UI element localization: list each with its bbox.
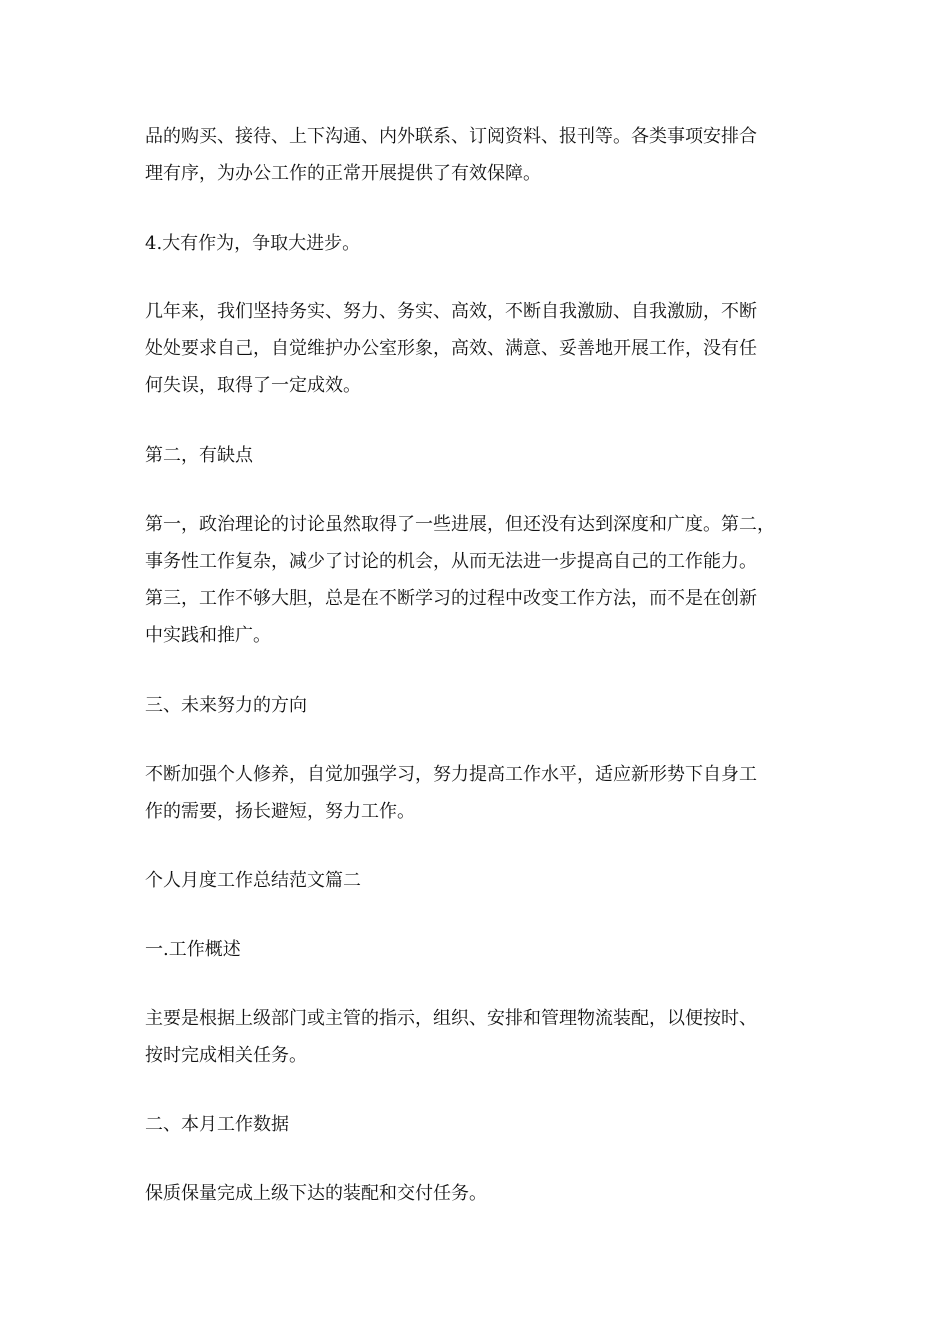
text-line: 个人月度工作总结范文篇二 (145, 870, 361, 891)
text-line: 事务性工作复杂，减少了讨论的机会，从而无法进一步提高自己的工作能力。 (145, 551, 757, 572)
heading-future-direction (145, 687, 825, 724)
text-line: 第三，工作不够大胆，总是在不断学习的过程中改变工作方法，而不是在创新 (145, 588, 757, 609)
text-line: 何失误，取得了一定成效。 (145, 375, 361, 396)
heading-shortcomings (145, 437, 825, 474)
text-line: 第二，有缺点 (145, 445, 253, 466)
paragraph-office-support (145, 118, 825, 192)
paragraph-monthly-data (145, 1175, 825, 1212)
heading-section-4 (145, 225, 825, 262)
paragraph-future-direction (145, 756, 825, 830)
text-line: 作的需要，扬长避短，努力工作。 (145, 801, 415, 822)
text-line: 按时完成相关任务。 (145, 1045, 307, 1066)
text-line: 二、本月工作数据 (145, 1114, 289, 1135)
paragraph-achievements (145, 293, 825, 404)
text-line: 主要是根据上级部门或主管的指示，组织、安排和管理物流装配，以便按时、 (145, 1008, 757, 1029)
text-line: 保质保量完成上级下达的装配和交付任务。 (145, 1183, 487, 1204)
paragraph-shortcomings (145, 506, 825, 654)
heading-monthly-data (145, 1106, 825, 1143)
text-line: 处处要求自己，自觉维护办公室形象，高效、满意、妥善地开展工作，没有任 (145, 338, 757, 359)
paragraph-work-overview (145, 1000, 825, 1074)
text-line: 第一，政治理论的讨论虽然取得了一些进展，但还没有达到深度和广度。第二， (145, 514, 775, 535)
heading-work-overview (145, 931, 825, 968)
text-line: 4.大有作为，争取大进步。 (145, 233, 361, 254)
heading-sample-two (145, 862, 825, 899)
text-line: 几年来，我们坚持务实、努力、务实、高效，不断自我激励、自我激励，不断 (145, 301, 757, 322)
text-line: 中实践和推广。 (145, 625, 271, 646)
text-line: 不断加强个人修养，自觉加强学习，努力提高工作水平，适应新形势下自身工 (145, 764, 757, 785)
text-line: 品的购买、接待、上下沟通、内外联系、订阅资料、报刊等。各类事项安排合 (145, 126, 757, 147)
text-line: 理有序，为办公工作的正常开展提供了有效保障。 (145, 163, 541, 184)
text-line: 三、未来努力的方向 (145, 695, 307, 716)
text-line: 一.工作概述 (145, 939, 241, 960)
